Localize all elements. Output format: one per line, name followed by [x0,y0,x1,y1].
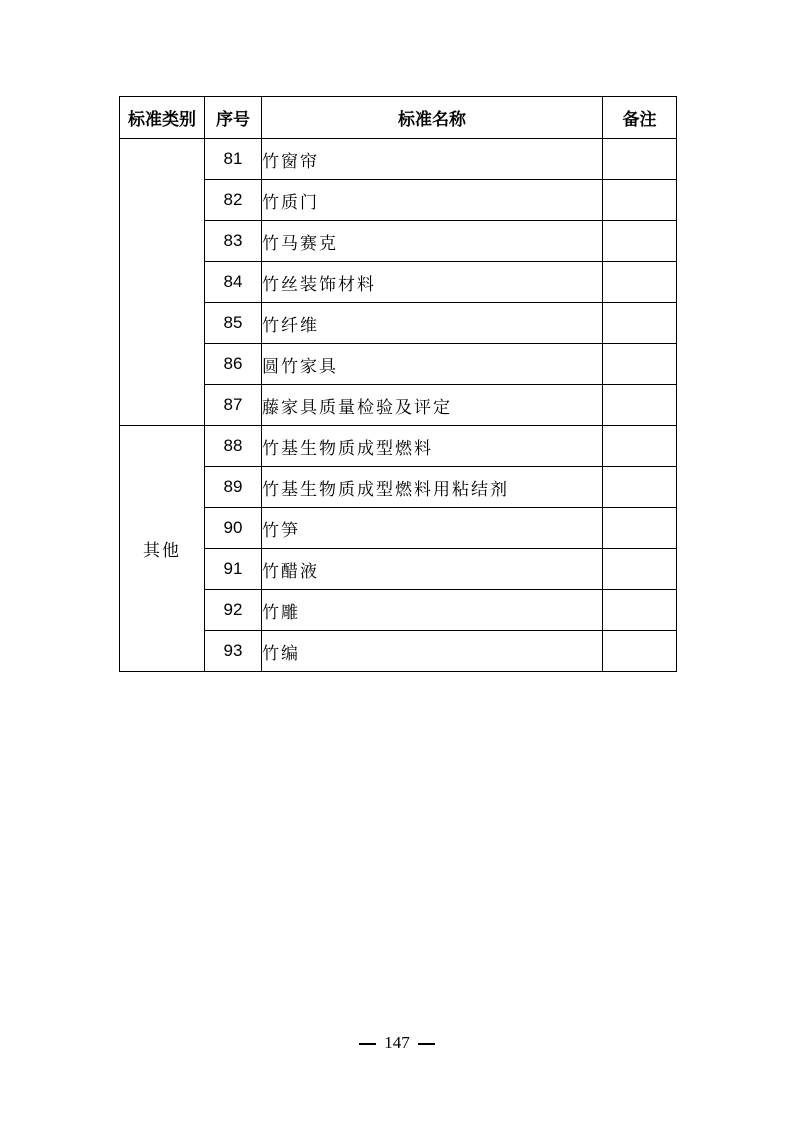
name-cell: 竹醋液 [262,549,603,590]
footer-dash-right [418,1043,435,1045]
table-header-row [120,97,677,139]
number-cell: 85 [205,303,262,344]
name-cell: 竹质门 [262,180,603,221]
remark-cell [603,385,677,426]
number-cell: 83 [205,221,262,262]
name-cell: 竹丝装饰材料 [262,262,603,303]
number-cell: 81 [205,139,262,180]
name-cell: 竹马赛克 [262,221,603,262]
table-body [120,139,677,672]
number-cell: 84 [205,262,262,303]
name-cell: 竹窗帘 [262,139,603,180]
name-cell: 竹基生物质成型燃料用粘结剂 [262,467,603,508]
number-cell: 82 [205,180,262,221]
header-number: 序号 [205,97,262,139]
remark-cell [603,303,677,344]
page-footer [0,1033,794,1053]
header-remark: 备注 [603,97,677,139]
number-cell: 86 [205,344,262,385]
name-cell: 竹雕 [262,590,603,631]
category-cell: 其他 [120,426,205,672]
name-cell: 竹基生物质成型燃料 [262,426,603,467]
remark-cell [603,221,677,262]
name-cell: 竹纤维 [262,303,603,344]
remark-cell [603,426,677,467]
standards-table [119,96,677,672]
page-number: 147 [384,1033,410,1052]
name-cell: 竹编 [262,631,603,672]
remark-cell [603,139,677,180]
remark-cell [603,344,677,385]
footer-dash-left [359,1043,376,1045]
remark-cell [603,467,677,508]
category-cell [120,139,205,426]
remark-cell [603,631,677,672]
header-name: 标准名称 [262,97,603,139]
remark-cell [603,180,677,221]
remark-cell [603,508,677,549]
number-cell: 90 [205,508,262,549]
name-cell: 圆竹家具 [262,344,603,385]
number-cell: 88 [205,426,262,467]
name-cell: 竹笋 [262,508,603,549]
number-cell: 87 [205,385,262,426]
name-cell: 藤家具质量检验及评定 [262,385,603,426]
remark-cell [603,549,677,590]
header-category: 标准类别 [120,97,205,139]
remark-cell [603,262,677,303]
table-row [120,426,677,467]
number-cell: 92 [205,590,262,631]
number-cell: 93 [205,631,262,672]
number-cell: 89 [205,467,262,508]
number-cell: 91 [205,549,262,590]
table-row [120,139,677,180]
remark-cell [603,590,677,631]
